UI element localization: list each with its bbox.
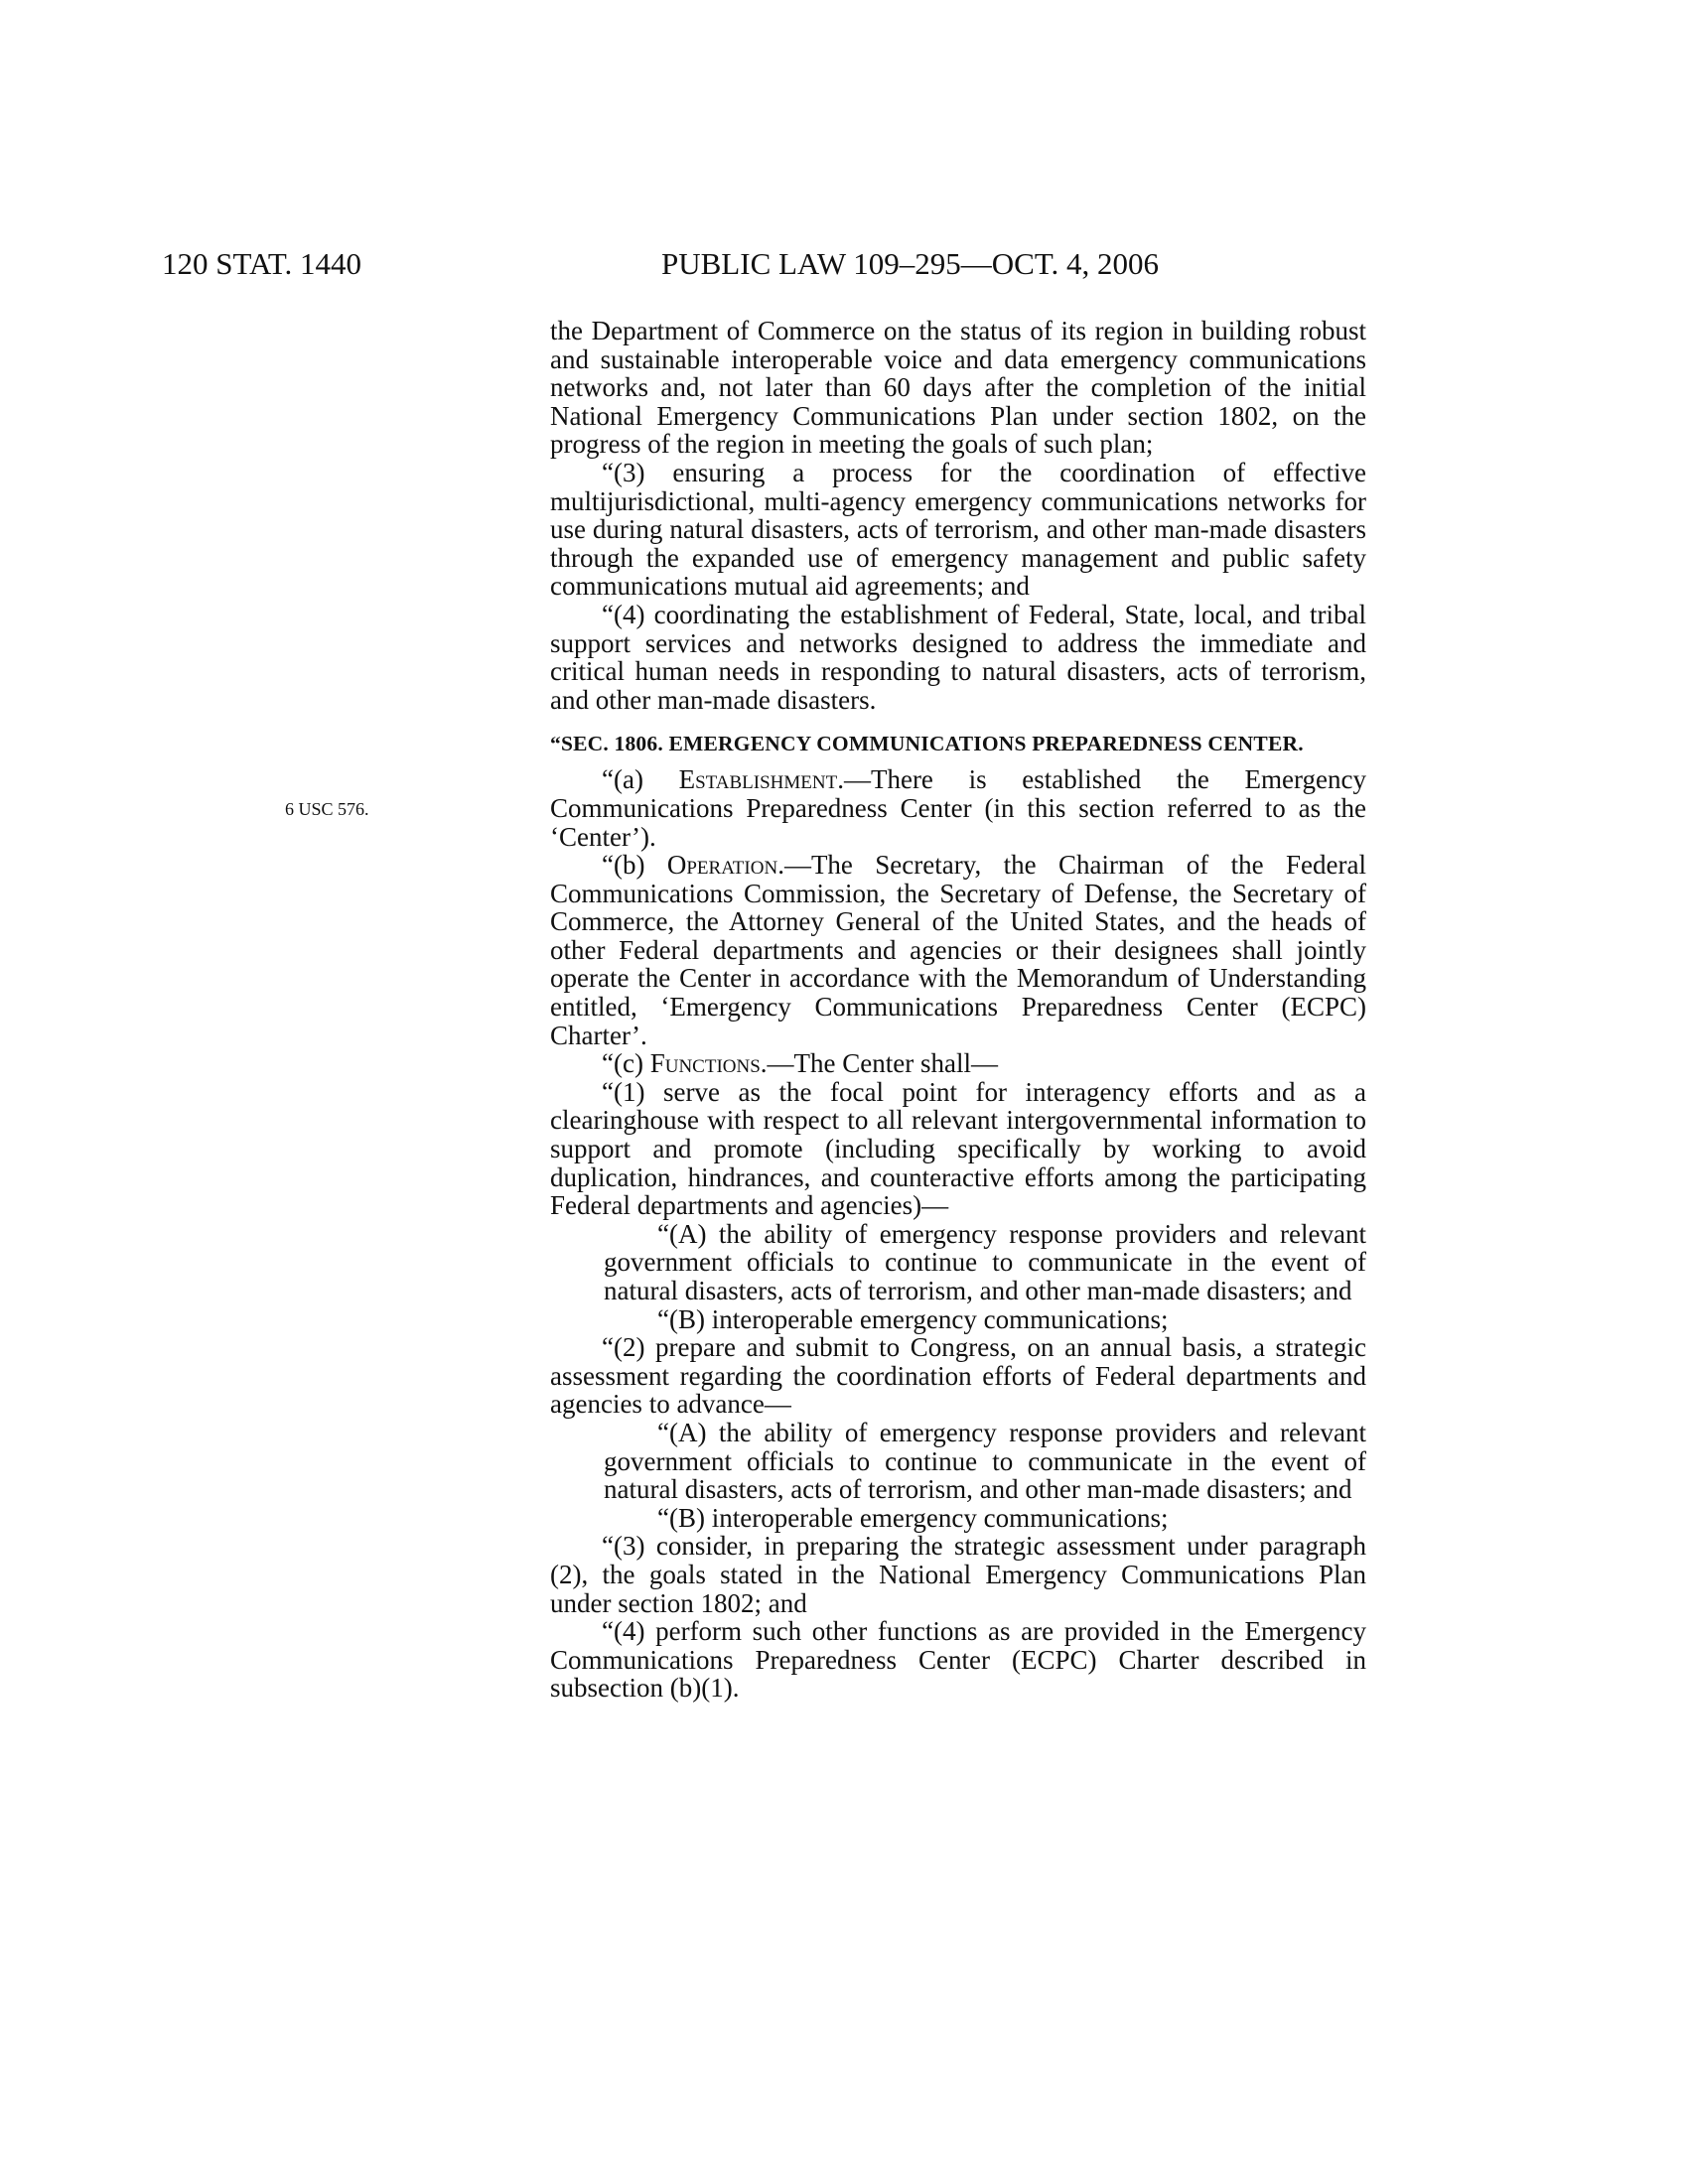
paragraph-c4: “(4) perform such other functions as are provided in the Emergency Communications Preparedness Center (ECPC) Charter described in subsection (b)(1).	[550, 1616, 1366, 1704]
continued-paragraph: the Department of Commerce on the status of its region in building robust and sustainable interoperable voice and data emergency communications networks and, not later than 60 days after the completion of the initial National Emergency Communications Plan under section 1802, on the progress of the region in meeting the goals of such plan;	[550, 316, 1366, 460]
page-header	[0, 244, 1688, 284]
paragraph-c2: “(2) prepare and submit to Congress, on an annual basis, a strategic assessment regarding the coordination efforts of Federal departments and agencies to advance—	[550, 1332, 1366, 1420]
subsection-c-heading: Functions	[649, 1048, 761, 1079]
subsection-a-heading: Establishment	[678, 764, 838, 795]
subsection-b-heading: Operation	[666, 850, 778, 881]
subsection-c-label: “(c)	[602, 1048, 650, 1079]
statute-page-number: 120 STAT. 1440	[162, 246, 362, 281]
subparagraph-c2-a: “(A) the ability of emergency response providers and relevant government officials to continue to communicate in the event of natural disasters, acts of terrorism, and other man-made disasters; and	[604, 1417, 1366, 1505]
subsection-a	[550, 765, 1366, 851]
subsection-c-text: .—The Center shall—	[760, 1048, 998, 1079]
subparagraph-c1-b: “(B) interoperable emergency communications;	[657, 1303, 1169, 1334]
paragraph-3: “(3) ensuring a process for the coordination of effective multijurisdictional, multi-agency emergency communications networks for use during natural disasters, acts of terrorism, and other man-made disasters through the expanded use of emergency management and public safety communications mutual aid agreements; and	[550, 457, 1366, 602]
statute-text-column	[550, 317, 1366, 1703]
public-law-citation: PUBLIC LAW 109–295—OCT. 4, 2006	[661, 246, 1159, 281]
paragraph-4: “(4) coordinating the establishment of Federal, State, local, and tribal support services and networks designed to address the immediate and critical human needs in responding to natural disasters, acts of terrorism, and other man-made disasters.	[550, 599, 1366, 715]
subsection-b-text: .—The Secretary, the Chairman of the Federal Communications Commission, the Secretary of Defense, the Secretary of Commerce, the Attorney General of the United States, and the heads of other Federal departments and agencies or their designees shall jointly operate the Center in accordance with the Memorandum of Understanding entitled, ‘Emergency Communications Preparedness Center (ECPC) Charter’.	[550, 850, 1366, 1050]
subparagraph-c1-a: “(A) the ability of emergency response providers and relevant government officials to continue to communicate in the event of natural disasters, acts of terrorism, and other man-made disasters; and	[604, 1218, 1366, 1305]
subsection-b-label: “(b)	[602, 850, 667, 881]
subsection-c	[550, 1049, 1366, 1078]
section-1806-heading: “SEC. 1806. EMERGENCY COMMUNICATIONS PREPAREDNESS CENTER.	[550, 732, 1304, 756]
usc-margin-citation: 6 USC 576.	[285, 799, 369, 819]
paragraph-c3: “(3) consider, in preparing the strategic assessment under paragraph (2), the goals stated in the National Emergency Communications Plan under section 1802; and	[550, 1531, 1366, 1618]
subsection-a-text: .—There is established the Emergency Communications Preparedness Center (in this section referred to as the ‘Center’).	[550, 764, 1366, 852]
paragraph-c1: “(1) serve as the focal point for interagency efforts and as a clearinghouse with respect to all relevant intergovernmental information to support and promote (including specifically by working to avoid duplication, hindrances, and counteractive efforts among the participating Federal departments and agencies)—	[550, 1076, 1366, 1221]
subsection-b	[550, 851, 1366, 1049]
subparagraph-c2-b: “(B) interoperable emergency communications;	[657, 1502, 1169, 1533]
subsection-a-label: “(a)	[602, 764, 679, 795]
